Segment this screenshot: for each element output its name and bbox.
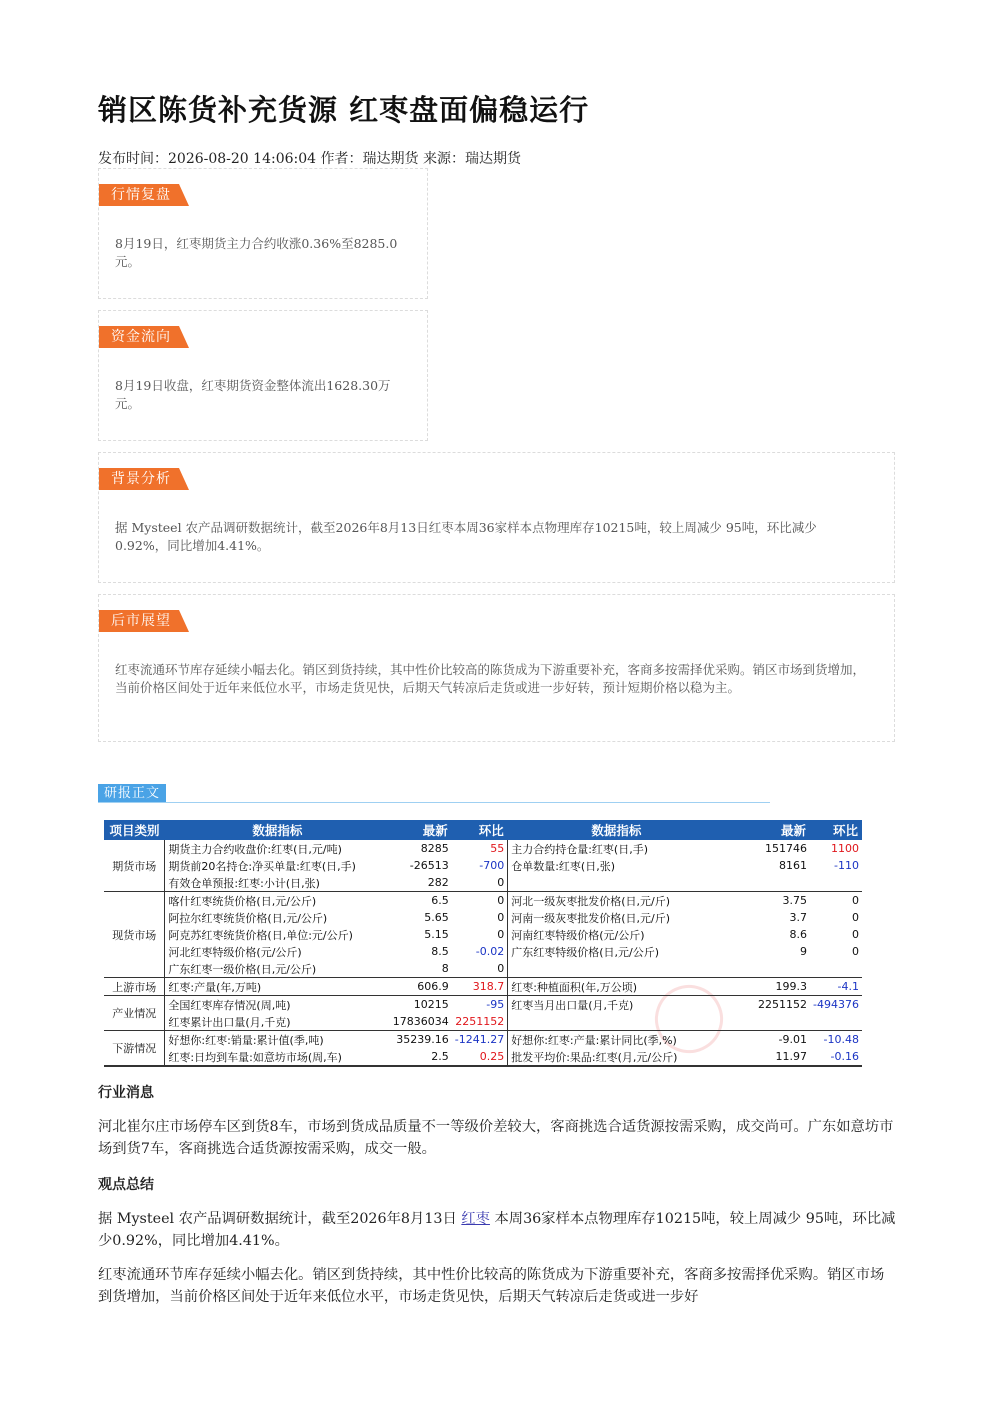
value-cell xyxy=(725,1013,810,1031)
change-cell: 0 xyxy=(452,960,508,978)
header-indicator-left: 数据指标 xyxy=(165,820,390,840)
header-latest-right: 最新 xyxy=(725,820,810,840)
change-cell: 2251152 xyxy=(452,1013,508,1031)
table-row xyxy=(104,978,862,996)
table-row xyxy=(104,874,862,892)
change-cell: 0 xyxy=(852,928,859,941)
header-change-right: 环比 xyxy=(810,820,862,840)
indicator-cell: 批发平均价:果品:红枣(月,元/公斤) xyxy=(508,1048,725,1066)
article-title: 销区陈货补充货源 红枣盘面偏稳运行 xyxy=(98,93,590,127)
value-cell: 2.5 xyxy=(390,1048,452,1066)
summary-paragraph-2: 红枣流通环节库存延续小幅去化。销区到货持续，其中性价比较高的陈货成为下游重要补充，客商多按需择优采购。销区市场到货增加，当前价格区间处于近年来低位水平，市场走货见快，后期天气转凉后走货或进一步好 xyxy=(98,1267,885,1305)
indicator-cell: 河南红枣特级价格(元/公斤) xyxy=(511,928,645,942)
table-row xyxy=(104,943,862,960)
report-tag: 研报正文 xyxy=(98,784,166,803)
indicator-cell: 阿拉尔红枣统货价格(日,元/公斤) xyxy=(165,909,390,926)
table-row xyxy=(104,1013,862,1031)
change-cell: -4.1 xyxy=(810,978,862,996)
value-cell: 199.3 xyxy=(725,978,810,996)
change-cell: -0.02 xyxy=(452,943,508,960)
summary-text-before-link: 据 Mysteel 农产品调研数据统计，截至2026年8月13日 xyxy=(98,1211,462,1227)
indicator-cell: 仓单数量:红枣(日,张) xyxy=(511,859,615,873)
change-cell: -1241.27 xyxy=(452,1031,508,1049)
value-cell: 8285 xyxy=(420,842,449,855)
value-cell: 3.7 xyxy=(789,911,807,924)
value-cell xyxy=(725,874,810,892)
indicator-cell: 好想你:红枣:产量:累计同比(季,%) xyxy=(508,1031,725,1049)
change-cell xyxy=(810,1013,862,1031)
change-cell: 0 xyxy=(452,892,508,910)
table-row xyxy=(104,909,862,926)
indicator-cell: 主力合约持仓量:红枣(日,手) xyxy=(511,842,648,856)
industry-news-heading: 行业消息 xyxy=(98,1085,154,1101)
indicator-cell: 广东红枣一级价格(日,元/公斤) xyxy=(165,960,390,978)
indicator-cell: 红枣:日均到车量:如意坊市场(周,车) xyxy=(165,1048,390,1066)
market-review-text: 8月19日，红枣期货主力合约收涨0.36%至8285.0元。 xyxy=(115,236,398,269)
summary-text-after-link: 本周36家样本点物理库存10215吨，较上周减少 95吨，环比减少0.92%，同比增加4.41%。 xyxy=(98,1211,896,1249)
indicator-cell: 全国红枣库存情况(周,吨) xyxy=(165,996,390,1014)
category-cell: 下游情况 xyxy=(104,1031,165,1067)
summary-paragraph-1 xyxy=(98,1208,898,1252)
table-row xyxy=(104,857,862,874)
indicator-cell: 红枣累计出口量(月,千克) xyxy=(165,1013,390,1031)
change-cell: -95 xyxy=(452,996,508,1014)
change-cell: 0 xyxy=(452,874,508,892)
summary-heading: 观点总结 xyxy=(98,1177,154,1193)
value-cell: 8161 xyxy=(779,859,807,872)
category-cell: 上游市场 xyxy=(104,978,165,996)
value-cell: 3.75 xyxy=(725,892,810,910)
indicator-cell: 阿克苏红枣统货价格(日,单位:元/公斤) xyxy=(165,926,390,943)
fund-flow-box xyxy=(98,310,428,441)
value-cell: 10215 xyxy=(390,996,452,1014)
header-category: 项目类别 xyxy=(104,820,165,840)
table-row xyxy=(104,892,862,910)
indicator-cell xyxy=(508,874,725,892)
value-cell: 17836034 xyxy=(392,1015,449,1028)
value-cell: -9.01 xyxy=(725,1031,810,1049)
value-cell: 35239.16 xyxy=(390,1031,452,1049)
indicator-cell: 好想你:红枣:销量:累计值(季,吨) xyxy=(165,1031,390,1049)
value-cell: 282 xyxy=(427,876,449,889)
value-cell xyxy=(725,960,810,978)
table-row xyxy=(104,840,862,857)
indicator-cell: 期货前20名持仓:净买单量:红枣(日,手) xyxy=(165,857,390,874)
value-cell: -26513 xyxy=(409,859,449,872)
indicator-cell xyxy=(508,1013,725,1031)
header-change-left: 环比 xyxy=(452,820,508,840)
change-cell: 0 xyxy=(452,909,508,926)
data-table xyxy=(104,820,862,1067)
background-tag: 背景分析 xyxy=(99,468,179,490)
background-text: 据 Mysteel 农产品调研数据统计，截至2026年8月13日红枣本周36家样本点物理库存10215吨，较上周减少 95吨，环比减少0.92%，同比增加4.41%。 xyxy=(115,520,817,553)
change-cell: -494376 xyxy=(810,996,862,1014)
indicator-cell: 期货主力合约收盘价:红枣(日,元/吨) xyxy=(165,840,390,857)
value-cell: 8 xyxy=(441,962,449,975)
indicator-cell: 河北红枣特级价格(元/公斤) xyxy=(165,943,390,960)
indicator-cell: 河北一级灰枣批发价格(日,元/斤) xyxy=(508,892,725,910)
indicator-cell: 红枣:产量(年,万吨) xyxy=(165,978,390,996)
table-row xyxy=(104,926,862,943)
change-cell: -700 xyxy=(452,857,508,874)
change-cell xyxy=(810,960,862,978)
indicator-cell: 河南一级灰枣批发价格(日,元/斤) xyxy=(511,911,670,925)
value-cell: 606.9 xyxy=(390,978,452,996)
change-cell xyxy=(810,874,862,892)
category-cell: 现货市场 xyxy=(104,892,165,978)
change-cell: -10.48 xyxy=(810,1031,862,1049)
outlook-tag: 后市展望 xyxy=(99,610,179,632)
change-cell: 0 xyxy=(852,911,859,924)
header-latest-left: 最新 xyxy=(390,820,452,840)
value-cell: 6.5 xyxy=(390,892,452,910)
change-cell: 55 xyxy=(452,840,508,857)
table-row xyxy=(104,1031,862,1049)
article-meta: 发布时间：2026-08-20 14:06:04 作者：瑞达期货 来源：瑞达期货 xyxy=(98,151,521,167)
change-cell: 0 xyxy=(452,926,508,943)
market-review-tag: 行情复盘 xyxy=(99,184,179,206)
jujube-link[interactable]: 红枣 xyxy=(461,1211,490,1227)
change-cell: 1100 xyxy=(831,842,859,855)
table-header-row xyxy=(104,820,862,840)
change-cell: -0.16 xyxy=(810,1048,862,1066)
indicator-cell: 广东红枣特级价格(日,元/公斤) xyxy=(511,945,659,959)
indicator-cell: 有效仓单预报:红枣:小计(日,张) xyxy=(165,874,390,892)
change-cell: 318.7 xyxy=(452,978,508,996)
industry-news-text: 河北崔尔庄市场停车区到货8车，市场到货成品质量不一等级价差较大，客商挑选合适货源按需采购，成交尚可。广东如意坊市场到货7车，客商挑选合适货源按需采购，成交一般。 xyxy=(98,1119,894,1157)
change-cell: 0.25 xyxy=(452,1048,508,1066)
background-box xyxy=(98,452,895,583)
indicator-cell xyxy=(508,960,725,978)
market-review-box xyxy=(98,168,428,299)
outlook-text: 红枣流通环节库存延续小幅去化。销区到货持续，其中性价比较高的陈货成为下游重要补充，客商多按需择优采购。销区市场到货增加，当前价格区间处于近年来低位水平，市场走货见快，后期天气转凉后走货或进一步好转，预计短期价格以稳为主。 xyxy=(115,662,866,695)
change-cell: -110 xyxy=(834,859,859,872)
value-cell: 9 xyxy=(800,945,807,958)
outlook-box xyxy=(98,594,895,742)
table-row xyxy=(104,960,862,978)
category-cell: 产业情况 xyxy=(104,996,165,1031)
value-cell: 8.6 xyxy=(789,928,807,941)
change-cell: 0 xyxy=(810,892,862,910)
change-cell: 0 xyxy=(852,945,859,958)
fund-flow-tag: 资金流向 xyxy=(99,326,179,348)
category-cell: 期货市场 xyxy=(112,859,157,873)
indicator-cell: 红枣当月出口量(月,千克) xyxy=(508,996,725,1014)
value-cell: 2251152 xyxy=(725,996,810,1014)
indicator-cell: 喀什红枣统货价格(日,元/公斤) xyxy=(165,892,390,910)
header-indicator-right: 数据指标 xyxy=(508,820,725,840)
value-cell: 8.5 xyxy=(431,945,449,958)
fund-flow-text: 8月19日收盘，红枣期货资金整体流出1628.30万元。 xyxy=(115,378,391,411)
table-row xyxy=(104,1048,862,1066)
indicator-cell: 红枣:种植面积(年,万公顷) xyxy=(508,978,725,996)
value-cell: 151746 xyxy=(765,842,807,855)
value-cell: 5.15 xyxy=(424,928,449,941)
value-cell: 5.65 xyxy=(424,911,449,924)
table-row xyxy=(104,996,862,1014)
value-cell: 11.97 xyxy=(725,1048,810,1066)
report-divider xyxy=(98,802,770,803)
